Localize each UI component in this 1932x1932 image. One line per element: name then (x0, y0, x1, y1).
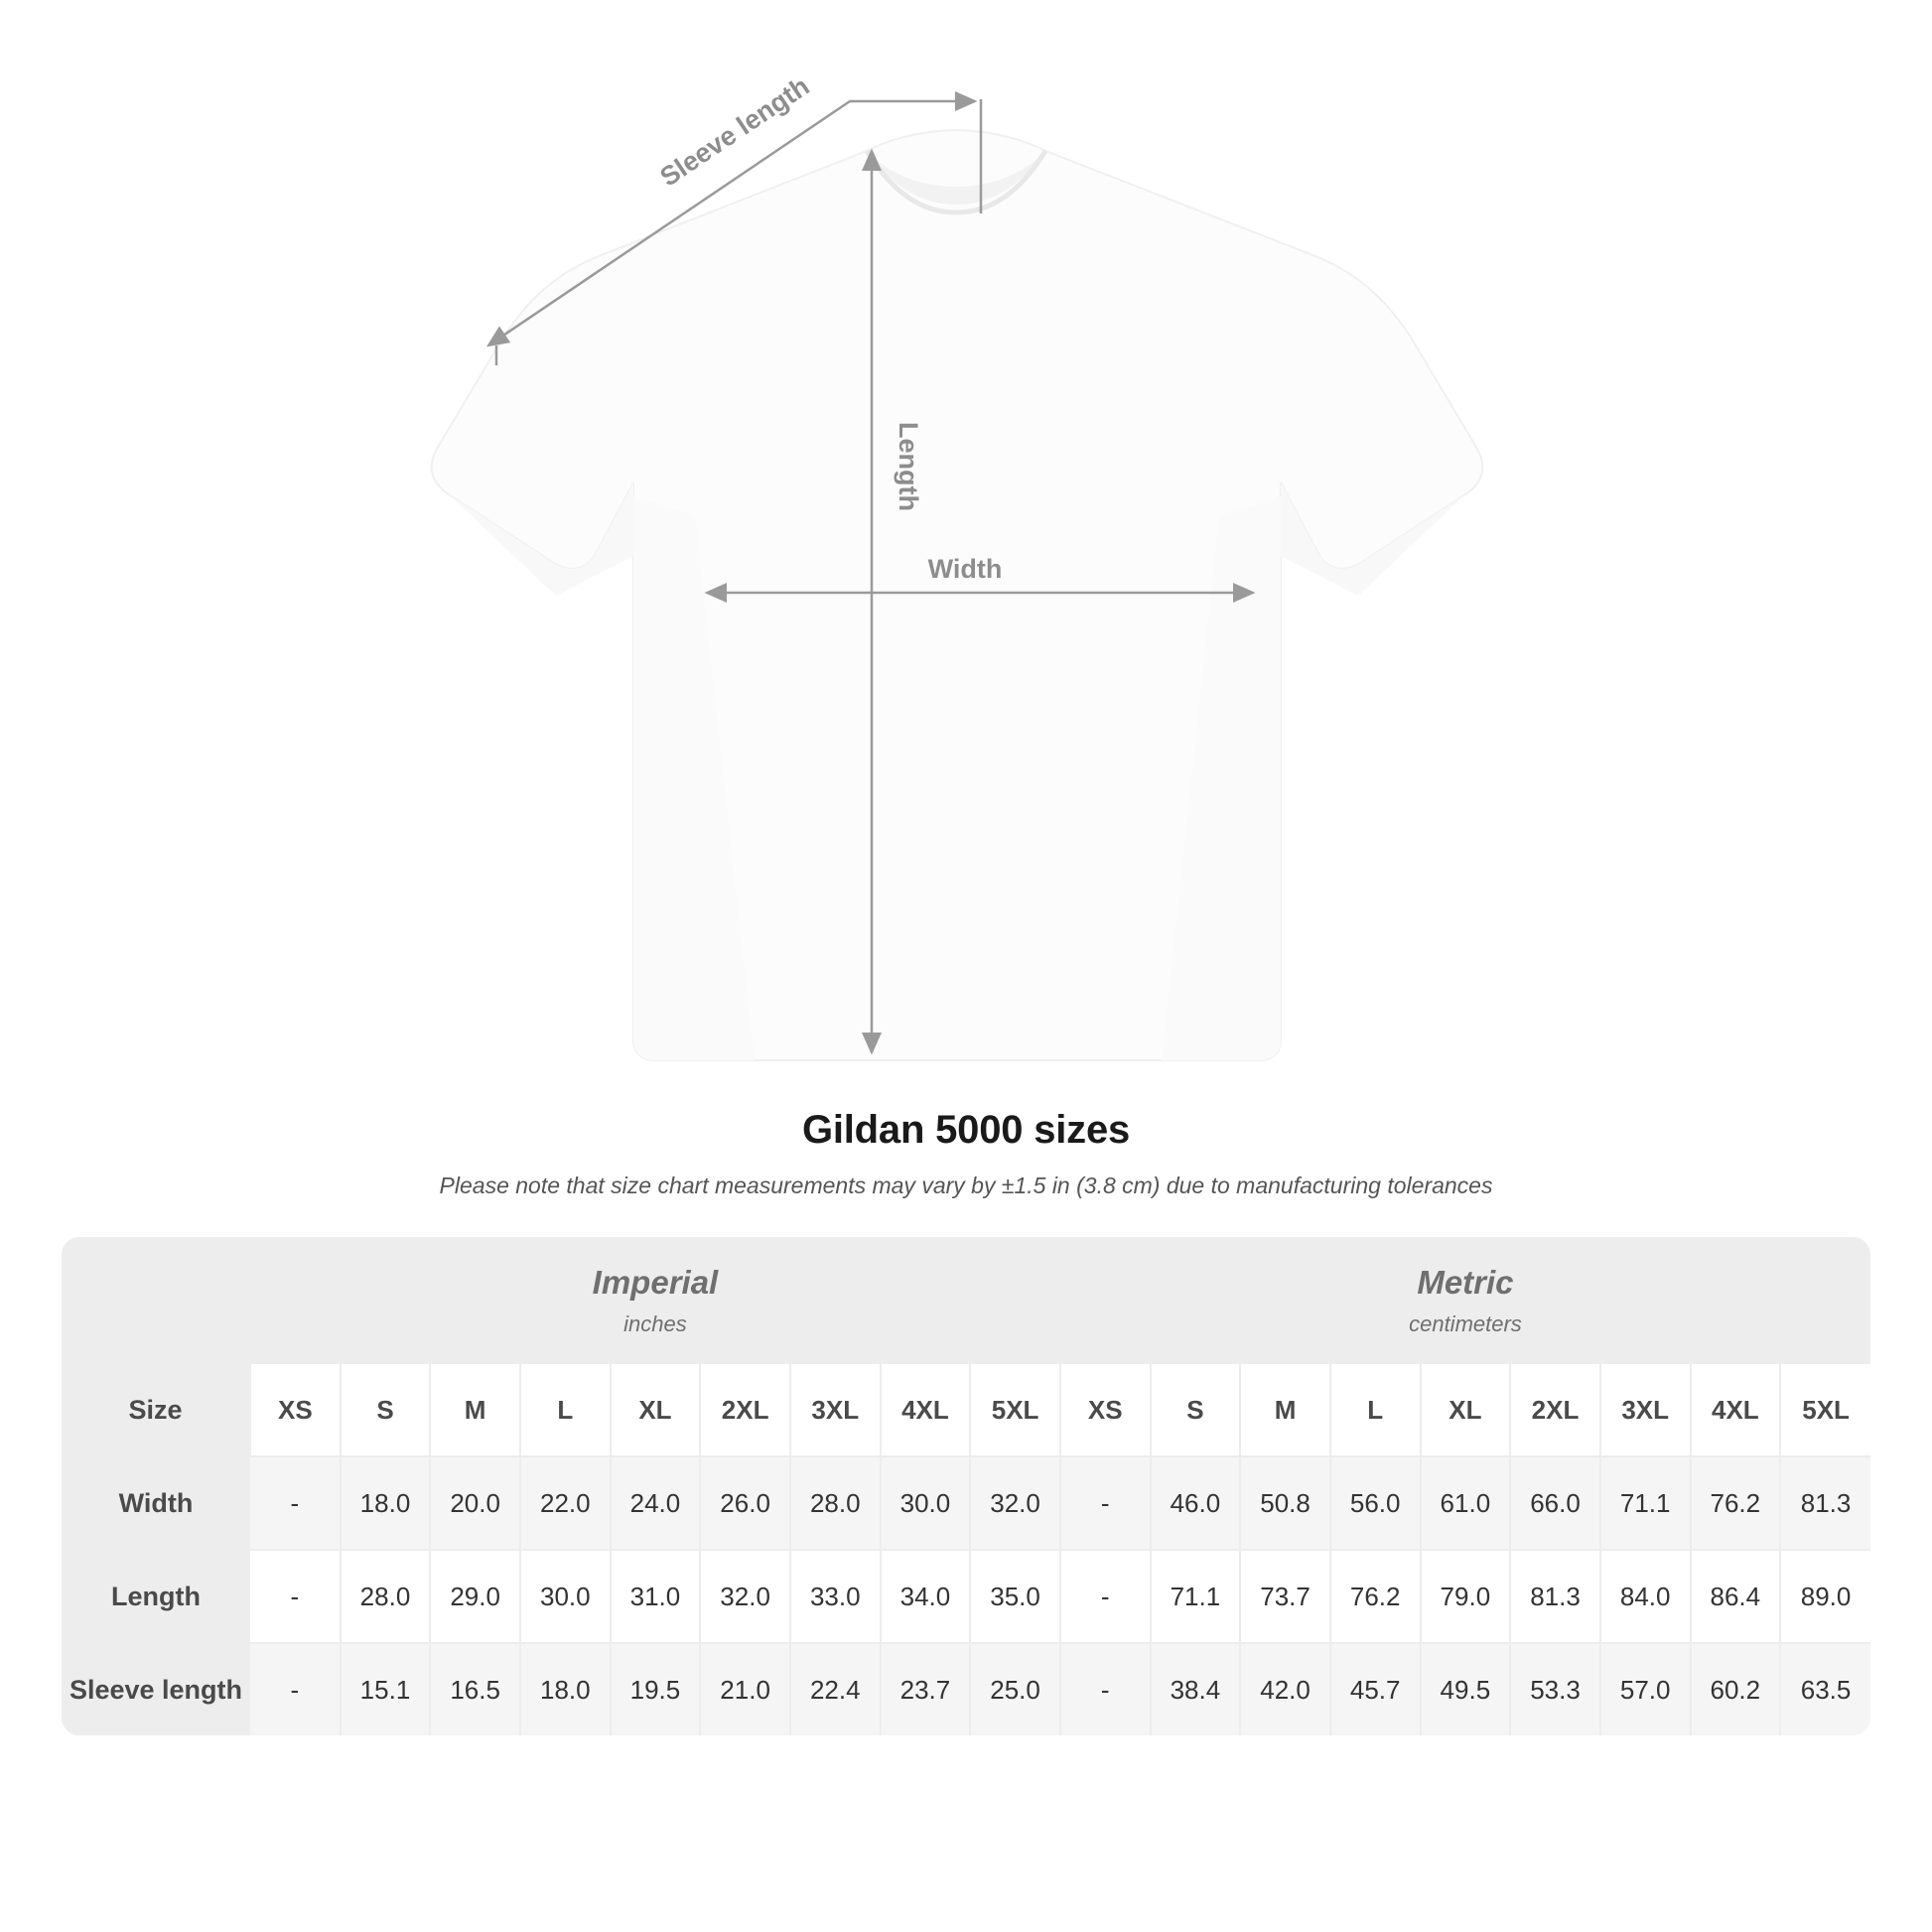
cell-length-imperial-xs: - (250, 1550, 341, 1643)
cell-length-metric-s: 71.1 (1151, 1550, 1241, 1643)
unit-sub-imperial: inches (623, 1311, 687, 1336)
size-table (62, 1237, 1870, 1735)
cell-length-metric-m: 73.7 (1240, 1550, 1330, 1643)
cell-width-imperial-s: 18.0 (341, 1456, 431, 1550)
cell-sleeve-imperial-l: 18.0 (520, 1643, 611, 1735)
unit-header-imperial (250, 1237, 1060, 1364)
cell-length-imperial-m: 29.0 (430, 1550, 520, 1643)
cell-sleeve-metric-3xl: 57.0 (1600, 1643, 1691, 1735)
size-cell-imperial-5xl: 5XL (970, 1364, 1060, 1456)
cell-width-metric-2xl: 66.0 (1510, 1456, 1600, 1550)
unit-name-metric: Metric (1417, 1264, 1514, 1301)
cell-width-imperial-5xl: 32.0 (970, 1456, 1060, 1550)
cell-width-imperial-m: 20.0 (430, 1456, 520, 1550)
cell-width-metric-5xl: 81.3 (1780, 1456, 1870, 1550)
heading-block (0, 1108, 1932, 1199)
cell-sleeve-imperial-5xl: 25.0 (970, 1643, 1060, 1735)
size-cell-metric-xs: XS (1060, 1364, 1151, 1456)
size-cell-metric-m: M (1240, 1364, 1330, 1456)
cell-sleeve-metric-s: 38.4 (1151, 1643, 1241, 1735)
unit-name-imperial: Imperial (592, 1264, 719, 1301)
cell-sleeve-imperial-3xl: 22.4 (790, 1643, 881, 1735)
cell-length-imperial-xl: 31.0 (611, 1550, 701, 1643)
cell-length-imperial-3xl: 33.0 (790, 1550, 881, 1643)
row-label-width: Width (62, 1456, 250, 1550)
table-row (62, 1456, 1870, 1550)
table-row (62, 1550, 1870, 1643)
cell-length-metric-4xl: 86.4 (1691, 1550, 1781, 1643)
cell-length-metric-xs: - (1060, 1550, 1151, 1643)
cell-sleeve-metric-2xl: 53.3 (1510, 1643, 1600, 1735)
row-label-length: Length (62, 1550, 250, 1643)
cell-length-imperial-4xl: 34.0 (881, 1550, 971, 1643)
table-row (62, 1643, 1870, 1735)
length-label: Length (894, 422, 923, 511)
cell-length-imperial-2xl: 32.0 (700, 1550, 790, 1643)
cell-width-metric-3xl: 71.1 (1600, 1456, 1691, 1550)
size-cell-metric-l: L (1330, 1364, 1421, 1456)
cell-length-imperial-l: 30.0 (520, 1550, 611, 1643)
cell-sleeve-imperial-xs: - (250, 1643, 341, 1735)
cell-sleeve-metric-xl: 49.5 (1421, 1643, 1511, 1735)
cell-length-imperial-s: 28.0 (341, 1550, 431, 1643)
cell-width-imperial-2xl: 26.0 (700, 1456, 790, 1550)
unit-header-row (62, 1237, 1870, 1364)
size-cell-metric-s: S (1151, 1364, 1241, 1456)
size-cell-imperial-l: L (520, 1364, 611, 1456)
cell-sleeve-metric-m: 42.0 (1240, 1643, 1330, 1735)
size-cell-metric-2xl: 2XL (1510, 1364, 1600, 1456)
size-cell-metric-5xl: 5XL (1780, 1364, 1870, 1456)
size-cell-imperial-m: M (430, 1364, 520, 1456)
size-cell-metric-3xl: 3XL (1600, 1364, 1691, 1456)
cell-width-metric-l: 56.0 (1330, 1456, 1421, 1550)
cell-sleeve-imperial-xl: 19.5 (611, 1643, 701, 1735)
cell-length-imperial-5xl: 35.0 (970, 1550, 1060, 1643)
cell-length-metric-l: 76.2 (1330, 1550, 1421, 1643)
cell-length-metric-3xl: 84.0 (1600, 1550, 1691, 1643)
cell-width-imperial-4xl: 30.0 (881, 1456, 971, 1550)
cell-width-metric-s: 46.0 (1151, 1456, 1241, 1550)
size-cell-imperial-s: S (341, 1364, 431, 1456)
unit-header-metric (1060, 1237, 1870, 1364)
page-title: Gildan 5000 sizes (801, 1108, 1131, 1152)
cell-sleeve-imperial-m: 16.5 (430, 1643, 520, 1735)
sleeve-length-label: Sleeve length (654, 70, 815, 193)
unit-header-spacer (62, 1237, 250, 1364)
cell-width-imperial-3xl: 28.0 (790, 1456, 881, 1550)
measurement-note: Please note that size chart measurements may vary by ±1.5 in (3.8 cm) due to manufacturing tolerances (439, 1173, 1493, 1198)
cell-sleeve-imperial-2xl: 21.0 (700, 1643, 790, 1735)
cell-width-metric-4xl: 76.2 (1691, 1456, 1781, 1550)
cell-width-metric-xl: 61.0 (1421, 1456, 1511, 1550)
cell-sleeve-metric-xs: - (1060, 1643, 1151, 1735)
cell-width-metric-m: 50.8 (1240, 1456, 1330, 1550)
cell-width-metric-xs: - (1060, 1456, 1151, 1550)
cell-sleeve-imperial-4xl: 23.7 (881, 1643, 971, 1735)
size-table-wrapper (62, 1237, 1870, 1735)
cell-length-metric-2xl: 81.3 (1510, 1550, 1600, 1643)
size-cell-imperial-3xl: 3XL (790, 1364, 881, 1456)
width-label: Width (927, 554, 1003, 584)
tshirt-shape (432, 130, 1483, 1060)
size-cell-imperial-2xl: 2XL (700, 1364, 790, 1456)
cell-sleeve-imperial-s: 15.1 (341, 1643, 431, 1735)
size-cell-metric-4xl: 4XL (1691, 1364, 1781, 1456)
size-cell-imperial-xs: XS (250, 1364, 341, 1456)
cell-length-metric-5xl: 89.0 (1780, 1550, 1870, 1643)
cell-sleeve-metric-4xl: 60.2 (1691, 1643, 1781, 1735)
size-cell-metric-xl: XL (1421, 1364, 1511, 1456)
size-cell-imperial-xl: XL (611, 1364, 701, 1456)
row-label-sleeve-length: Sleeve length (62, 1643, 250, 1735)
size-cell-imperial-4xl: 4XL (881, 1364, 971, 1456)
size-row-label: Size (62, 1364, 250, 1456)
size-row (62, 1364, 1870, 1456)
cell-sleeve-metric-5xl: 63.5 (1780, 1643, 1870, 1735)
cell-width-imperial-xl: 24.0 (611, 1456, 701, 1550)
cell-width-imperial-xs: - (250, 1456, 341, 1550)
unit-sub-metric: centimeters (1409, 1311, 1522, 1336)
cell-length-metric-xl: 79.0 (1421, 1550, 1511, 1643)
cell-sleeve-metric-l: 45.7 (1330, 1643, 1421, 1735)
cell-width-imperial-l: 22.0 (520, 1456, 611, 1550)
